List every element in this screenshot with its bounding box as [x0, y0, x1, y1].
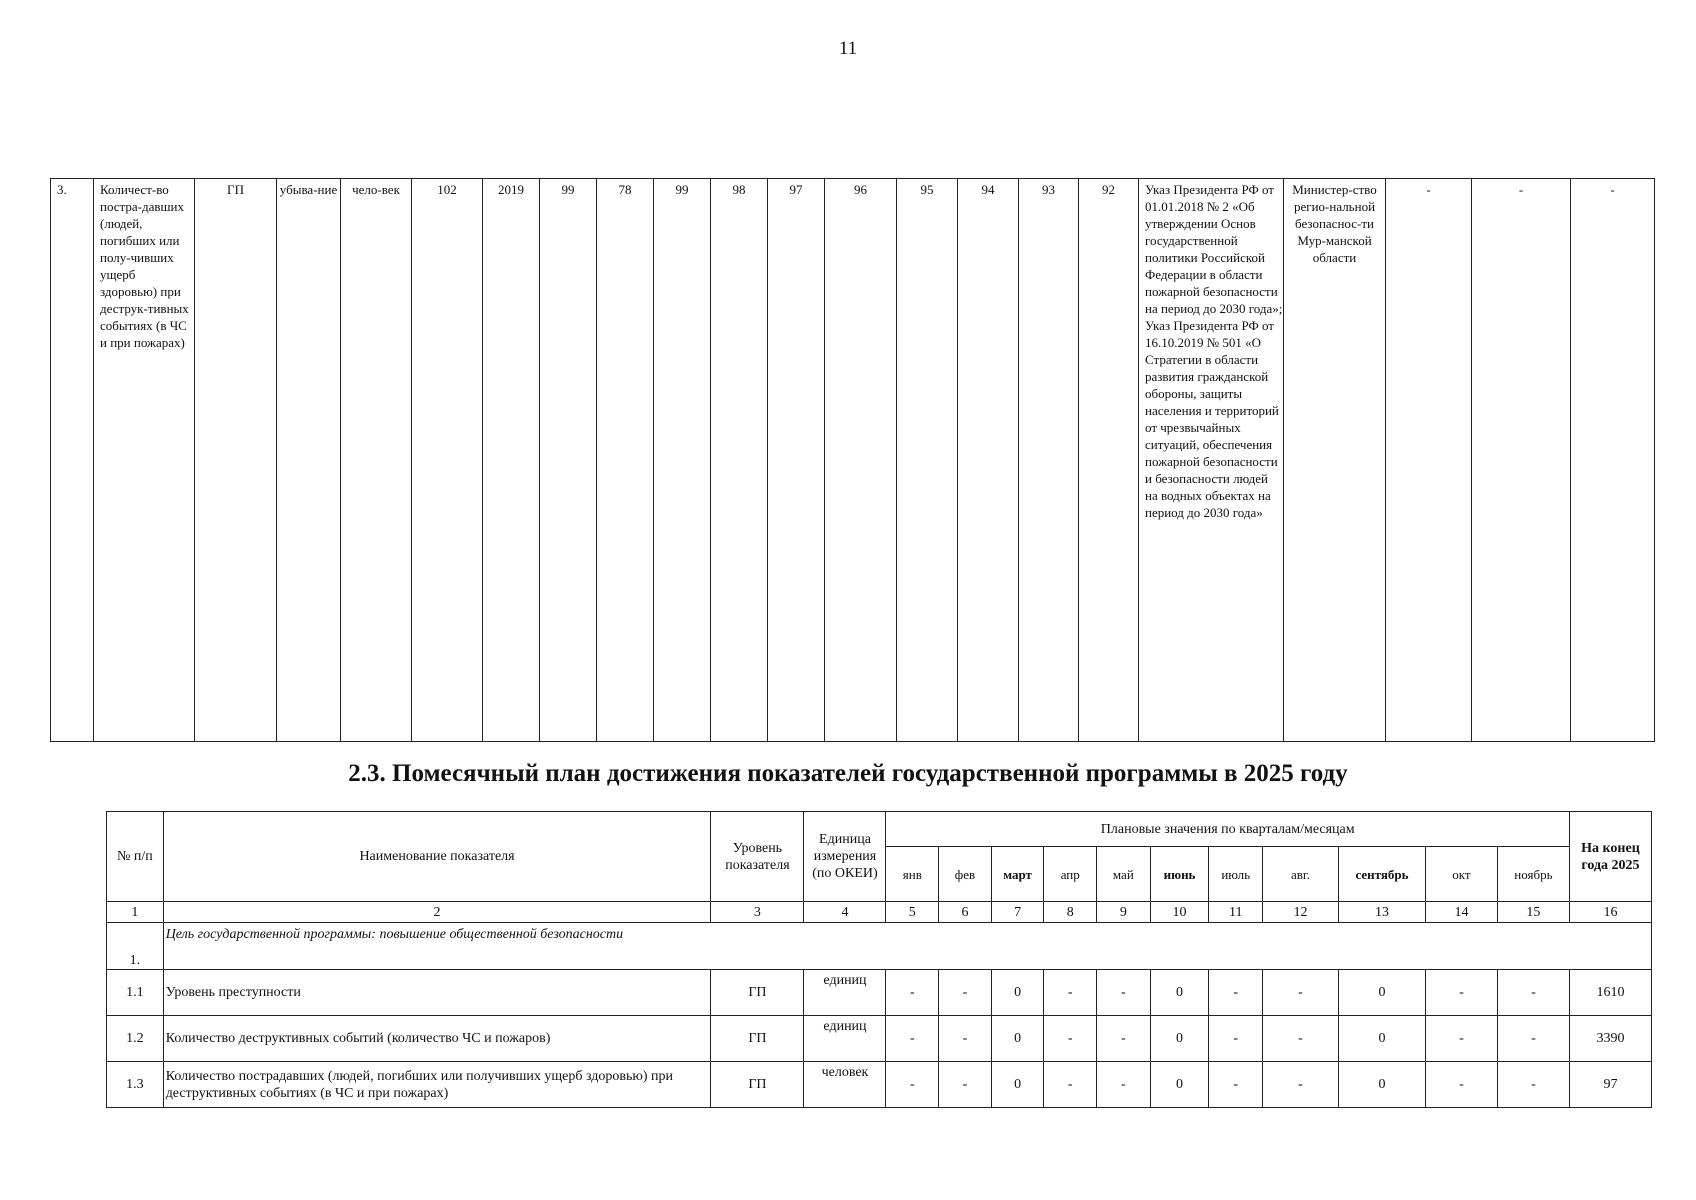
table-row — [107, 1062, 1652, 1108]
cell-dash: - — [1472, 179, 1571, 742]
row-number: 1.3 — [107, 1062, 164, 1108]
month-value: - — [1263, 1062, 1339, 1108]
year-end-value: 3390 — [1569, 1016, 1651, 1062]
header-name: Наименование показателя — [163, 812, 711, 902]
row-number: 1.2 — [107, 1016, 164, 1062]
cell-level: ГП — [195, 179, 277, 742]
table-row — [51, 179, 1655, 742]
header-row — [107, 812, 1652, 847]
cell-dash: - — [1571, 179, 1655, 742]
col-number: 12 — [1263, 902, 1339, 923]
col-number: 8 — [1044, 902, 1097, 923]
header-month: окт — [1426, 847, 1498, 902]
cell-base-year: 2019 — [483, 179, 540, 742]
col-number: 9 — [1097, 902, 1151, 923]
cell-value: 98 — [711, 179, 768, 742]
header-month: янв — [886, 847, 939, 902]
year-end-value: 1610 — [1569, 970, 1651, 1016]
year-end-value: 97 — [1569, 1062, 1651, 1108]
cell-value: 93 — [1019, 179, 1079, 742]
header-month: май — [1097, 847, 1151, 902]
month-value: - — [939, 970, 992, 1016]
month-value: 0 — [1150, 970, 1209, 1016]
cell-dash: - — [1386, 179, 1472, 742]
row-number: 1.1 — [107, 970, 164, 1016]
header-month: фев — [939, 847, 992, 902]
indicator-unit: человек — [804, 1062, 886, 1108]
cell-base-value: 102 — [412, 179, 483, 742]
month-value: 0 — [1338, 970, 1425, 1016]
month-value: 0 — [1150, 1016, 1209, 1062]
month-value: - — [1497, 1062, 1569, 1108]
monthly-plan-table — [106, 811, 1652, 1108]
table-row — [107, 970, 1652, 1016]
month-value: - — [1426, 1016, 1498, 1062]
month-value: - — [1209, 1062, 1263, 1108]
indicator-continuation-table — [50, 178, 1655, 742]
section-title: 2.3. Помесячный план достижения показателей государственной программы в 2025 году — [348, 760, 1348, 787]
goal-text: Цель государственной программы: повышение общественной безопасности — [163, 923, 1651, 970]
month-value: 0 — [991, 970, 1044, 1016]
header-level: Уровень показателя — [711, 812, 804, 902]
page-number: 11 — [838, 38, 858, 59]
cell-unit: чело-век — [341, 179, 412, 742]
col-number: 10 — [1150, 902, 1209, 923]
month-value: - — [1209, 970, 1263, 1016]
col-number: 11 — [1209, 902, 1263, 923]
month-value: - — [1097, 970, 1151, 1016]
cell-responsible-body: Министер-ство регио-нальной безопаснос-ти Мур-манской области — [1284, 179, 1386, 742]
month-value: - — [1263, 970, 1339, 1016]
goal-number: 1. — [107, 923, 164, 970]
header-month: июнь — [1150, 847, 1209, 902]
month-value: - — [939, 1062, 992, 1108]
header-year-end: На конец года 2025 — [1569, 812, 1651, 902]
cell-trend: убыва-ние — [277, 179, 341, 742]
month-value: - — [886, 1062, 939, 1108]
header-month: март — [991, 847, 1044, 902]
month-value: - — [1044, 970, 1097, 1016]
month-value: - — [1097, 1062, 1151, 1108]
month-value: - — [1426, 970, 1498, 1016]
header-num: № п/п — [107, 812, 164, 902]
header-month: ноябрь — [1497, 847, 1569, 902]
indicator-name: Количество пострадавших (людей, погибших или получивших ущерб здоровью) при деструктивных событиях (в ЧС и при пожарах) — [163, 1062, 711, 1108]
col-number: 5 — [886, 902, 939, 923]
col-number: 15 — [1497, 902, 1569, 923]
cell-value: 99 — [654, 179, 711, 742]
month-value: - — [1044, 1062, 1097, 1108]
month-value: - — [1209, 1016, 1263, 1062]
cell-value: 92 — [1079, 179, 1139, 742]
col-number: 4 — [804, 902, 886, 923]
indicator-unit: единиц — [804, 970, 886, 1016]
month-value: - — [886, 970, 939, 1016]
month-value: 0 — [1150, 1062, 1209, 1108]
header-unit: Единица измерения (по ОКЕИ) — [804, 812, 886, 902]
month-value: - — [1263, 1016, 1339, 1062]
header-planned-values: Плановые значения по кварталам/месяцам — [886, 812, 1569, 847]
col-number: 6 — [939, 902, 992, 923]
header-month: авг. — [1263, 847, 1339, 902]
table-row — [107, 1016, 1652, 1062]
col-number: 1 — [107, 902, 164, 923]
header-month: июль — [1209, 847, 1263, 902]
indicator-name: Количество деструктивных событий (количество ЧС и пожаров) — [163, 1016, 711, 1062]
month-value: 0 — [991, 1062, 1044, 1108]
month-value: - — [1497, 1016, 1569, 1062]
cell-value: 94 — [958, 179, 1019, 742]
cell-value: 99 — [540, 179, 597, 742]
month-value: - — [1044, 1016, 1097, 1062]
header-month: сентябрь — [1338, 847, 1425, 902]
cell-row-number: 3. — [51, 179, 94, 742]
goal-row — [107, 923, 1652, 970]
col-number: 13 — [1338, 902, 1425, 923]
month-value: - — [1497, 970, 1569, 1016]
month-value: - — [886, 1016, 939, 1062]
cell-indicator-name: Количест-во постра-давших (людей, погибших или полу-чивших ущерб здоровью) при деструк-тивных событиях (в ЧС и при пожарах) — [94, 179, 195, 742]
indicator-unit: единиц — [804, 1016, 886, 1062]
month-value: - — [1097, 1016, 1151, 1062]
indicator-level: ГП — [711, 970, 804, 1016]
cell-value: 78 — [597, 179, 654, 742]
indicator-level: ГП — [711, 1062, 804, 1108]
cell-legal-document: Указ Президента РФ от 01.01.2018 № 2 «Об утверждении Основ государственной политики Российской Федерации в области пожарной безопасности на период до 2030 года»; Указ Президента РФ от 16.10.2019 № 501 «О Стратегии в области развития гражданской обороны, защиты населения и территорий от чрезвычайных ситуаций, обеспечения пожарной безопасности и безопасности людей на водных объектах на период до 2030 года» — [1139, 179, 1284, 742]
column-numbers-row — [107, 902, 1652, 923]
col-number: 16 — [1569, 902, 1651, 923]
month-value: - — [939, 1016, 992, 1062]
col-number: 14 — [1426, 902, 1498, 923]
month-value: 0 — [1338, 1062, 1425, 1108]
cell-value: 95 — [897, 179, 958, 742]
cell-value: 96 — [825, 179, 897, 742]
month-value: 0 — [1338, 1016, 1425, 1062]
indicator-name: Уровень преступности — [163, 970, 711, 1016]
col-number: 2 — [163, 902, 711, 923]
col-number: 7 — [991, 902, 1044, 923]
indicator-level: ГП — [711, 1016, 804, 1062]
header-month: апр — [1044, 847, 1097, 902]
col-number: 3 — [711, 902, 804, 923]
cell-value: 97 — [768, 179, 825, 742]
month-value: 0 — [991, 1016, 1044, 1062]
month-value: - — [1426, 1062, 1498, 1108]
